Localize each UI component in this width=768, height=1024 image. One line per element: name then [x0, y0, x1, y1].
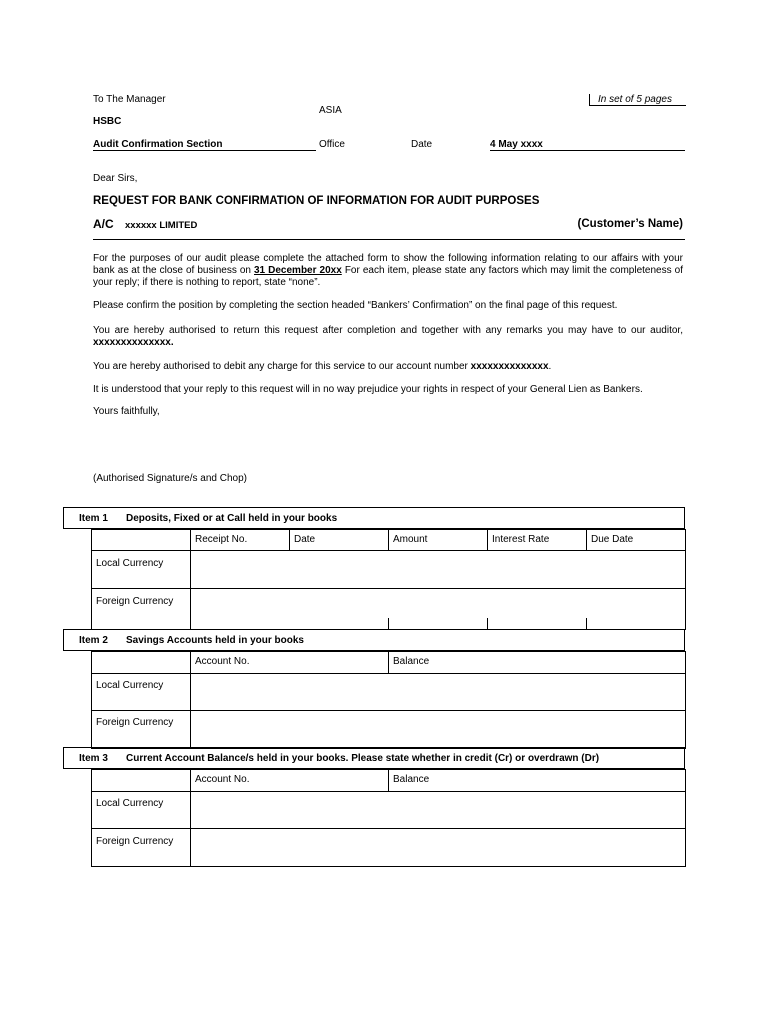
row-local-currency: Local Currency [96, 798, 164, 809]
row-foreign-currency: Foreign Currency [96, 717, 174, 728]
signature-line: (Authorised Signature/s and Chop) [93, 473, 247, 484]
region: ASIA [319, 105, 342, 116]
paragraph-purpose [93, 253, 683, 289]
customer-name: xxxxxx LIMITED [125, 220, 198, 231]
row-foreign-currency: Foreign Currency [96, 836, 174, 847]
col-receipt-no: Receipt No. [195, 534, 248, 545]
to-manager: To The Manager [93, 94, 166, 105]
col-due-date: Due Date [591, 534, 634, 545]
item-1-number: Item 1 [79, 513, 108, 524]
bank-name: HSBC [93, 116, 122, 127]
customer-name-label: (Customer’s Name) [577, 218, 683, 230]
page-set-label: In set of 5 pages [598, 94, 672, 105]
date-field [490, 139, 685, 151]
debit-text: You are hereby authorised to debit any charge for this service to our account number [93, 361, 468, 372]
account-number: xxxxxxxxxxxxxx [470, 361, 549, 372]
page-title: REQUEST FOR BANK CONFIRMATION OF INFORMATION FOR AUDIT PURPOSES [93, 195, 540, 207]
item-1-title: Deposits, Fixed or at Call held in your books [126, 513, 338, 524]
ac-label: A/C [93, 217, 114, 231]
col-balance: Balance [393, 656, 430, 667]
return-text: You are hereby authorised to return this request after completion and together with any remarks you may have to our auditor, [93, 325, 683, 336]
paragraph-debit [93, 361, 683, 373]
col-balance: Balance [393, 774, 430, 785]
auditor-name: xxxxxxxxxxxxxx. [93, 337, 174, 348]
section-name [93, 139, 316, 151]
debit-text-end: . [548, 361, 552, 372]
item-3-header [63, 747, 685, 769]
purpose-text-b: For each item, please state any factors which may limit the completeness of your reply; if there is nothing to report, state “none”. [93, 265, 683, 288]
col-account-no: Account No. [195, 656, 250, 667]
paragraph-confirm: Please confirm the position by completing the section headed “Bankers’ Confirmation” on the final page of this request. [93, 300, 618, 311]
item-1-header [63, 507, 685, 529]
page-set-box [589, 94, 686, 106]
audit-date: 31 December 20xx [254, 265, 342, 276]
paragraph-lien: It is understood that your reply to this request will in no way prejudice your rights in respect of your General Lien as Bankers. [93, 384, 643, 395]
item-2-number: Item 2 [79, 635, 108, 646]
col-interest-rate: Interest Rate [492, 534, 550, 545]
purpose-text-a: For the purposes of our audit please complete the attached form to show the following information relating to our affairs with your bank as at the close of business on [93, 253, 683, 276]
paragraph-return [93, 325, 683, 349]
row-local-currency: Local Currency [96, 680, 164, 691]
date-label: Date [411, 139, 433, 150]
item-2-title: Savings Accounts held in your books [126, 635, 304, 646]
item-2-header [63, 629, 685, 651]
col-date: Date [294, 534, 316, 545]
col-account-no: Account No. [195, 774, 250, 785]
section-label: Audit Confirmation Section [93, 139, 223, 150]
account-line [93, 217, 685, 240]
salutation: Dear Sirs, [93, 173, 138, 184]
item-3-number: Item 3 [79, 753, 108, 764]
date-value: 4 May xxxx [490, 139, 543, 150]
row-foreign-currency: Foreign Currency [96, 596, 174, 607]
office-label: Office [319, 139, 345, 150]
col-amount: Amount [393, 534, 428, 545]
item-3-title: Current Account Balance/s held in your books. Please state whether in credit (Cr) or overdrawn (Dr) [126, 753, 600, 764]
closing: Yours faithfully, [93, 406, 160, 417]
row-local-currency: Local Currency [96, 558, 164, 569]
